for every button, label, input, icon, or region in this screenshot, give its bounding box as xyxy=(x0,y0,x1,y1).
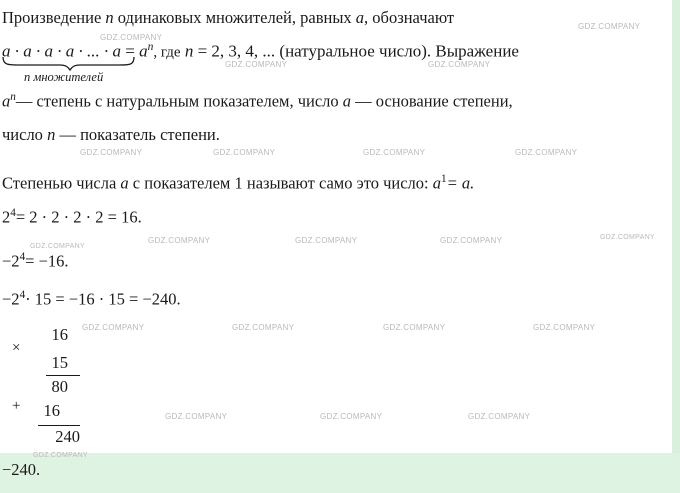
line-7-calculation xyxy=(2,250,69,272)
watermark: GDZ.COMPANY xyxy=(225,60,288,69)
watermark: GDZ.COMPANY xyxy=(80,148,143,157)
line3-text: — степень с натуральным показателем, число xyxy=(15,91,339,111)
watermark: GDZ.COMPANY xyxy=(232,323,295,332)
line7-exponent: 4 xyxy=(19,251,26,263)
formula-values: = 2, 3, 4, ... (натуральное число). Выражение xyxy=(197,41,519,61)
formula-power-base: a xyxy=(139,41,148,61)
multiplication-total: 240 xyxy=(55,427,80,446)
line7-rest: = −16. xyxy=(25,251,69,271)
line5-formula-rest: = a. xyxy=(446,173,475,193)
line4-variable-n: n xyxy=(47,125,56,144)
variable-a: a xyxy=(355,8,365,27)
plus-sign: + xyxy=(12,398,21,414)
partial-product-2: 16 xyxy=(43,401,60,420)
line5-variable-a: a xyxy=(120,173,129,193)
line3-power-base: a xyxy=(2,91,11,111)
formula-product: a · a · a · a · ... · a xyxy=(2,41,121,61)
line6-rest: = 2 · 2 · 2 · 2 = 16. xyxy=(15,207,142,227)
line-6-calculation xyxy=(2,206,142,228)
factor-2: 15 xyxy=(51,353,68,372)
watermark: GDZ.COMPANY xyxy=(428,60,491,69)
partial-product-1: 80 xyxy=(51,377,68,396)
watermark: GDZ.COMPANY xyxy=(383,323,446,332)
watermark: GDZ.COMPANY xyxy=(468,412,531,421)
line-8-calculation xyxy=(2,288,181,310)
factor-1: 16 xyxy=(51,325,68,344)
watermark: GDZ.COMPANY xyxy=(440,236,503,245)
line8-rest: · 15 = −16 · 15 = −240. xyxy=(25,289,181,309)
watermark: GDZ.COMPANY xyxy=(533,323,596,332)
watermark: GDZ.COMPANY xyxy=(82,323,145,332)
line7-base: −2 xyxy=(2,251,20,271)
paragraph-1-text-b: одинаковых множителей, равных xyxy=(117,8,352,27)
watermark: GDZ.COMPANY xyxy=(33,452,88,459)
line-5 xyxy=(2,172,474,194)
watermark: GDZ.COMPANY xyxy=(295,236,358,245)
formula-equals: = xyxy=(125,41,135,61)
watermark: GDZ.COMPANY xyxy=(320,412,383,421)
variable-n: n xyxy=(105,8,114,27)
bottom-green-band xyxy=(0,453,680,493)
line4-text2: — показатель степени. xyxy=(59,125,220,144)
line3-text2: — основание степени, xyxy=(355,91,513,111)
watermark: GDZ.COMPANY xyxy=(363,148,426,157)
line6-exponent: 4 xyxy=(10,207,16,219)
line5-formula-base: a xyxy=(432,173,441,193)
line5-text1: Степенью числа xyxy=(2,173,117,193)
right-green-strip xyxy=(672,0,680,493)
watermark: GDZ.COMPANY xyxy=(148,236,211,245)
formula-where: , где xyxy=(153,44,181,61)
line5-formula-exponent: 1 xyxy=(440,173,447,185)
paragraph-1-text-a: Произведение xyxy=(2,8,102,27)
brace-label: n множителей xyxy=(24,70,104,84)
line8-exponent: 4 xyxy=(19,289,26,301)
line6-base: 2 xyxy=(2,207,11,227)
multiply-sign: × xyxy=(12,340,21,356)
formula-power-exponent: n xyxy=(147,40,154,53)
watermark: GDZ.COMPANY xyxy=(30,243,85,250)
line3-variable-a: a xyxy=(342,91,352,111)
paragraph-1-text-c: , обозначают xyxy=(364,8,455,27)
watermark: GDZ.COMPANY xyxy=(165,412,228,421)
answer-value: −240. xyxy=(2,460,41,479)
answer-line xyxy=(2,460,40,481)
line4-text: число xyxy=(2,125,43,144)
line8-base: −2 xyxy=(2,289,20,309)
watermark: GDZ.COMPANY xyxy=(100,33,163,42)
watermark: GDZ.COMPANY xyxy=(515,148,578,157)
line3-power-exponent: n xyxy=(10,91,16,103)
watermark: GDZ.COMPANY xyxy=(213,148,276,157)
line5-text2: с показателем 1 называют само это число: xyxy=(132,173,429,193)
watermark: GDZ.COMPANY xyxy=(600,234,655,241)
formula-variable-n: n xyxy=(184,41,194,61)
watermark: GDZ.COMPANY xyxy=(578,22,641,31)
